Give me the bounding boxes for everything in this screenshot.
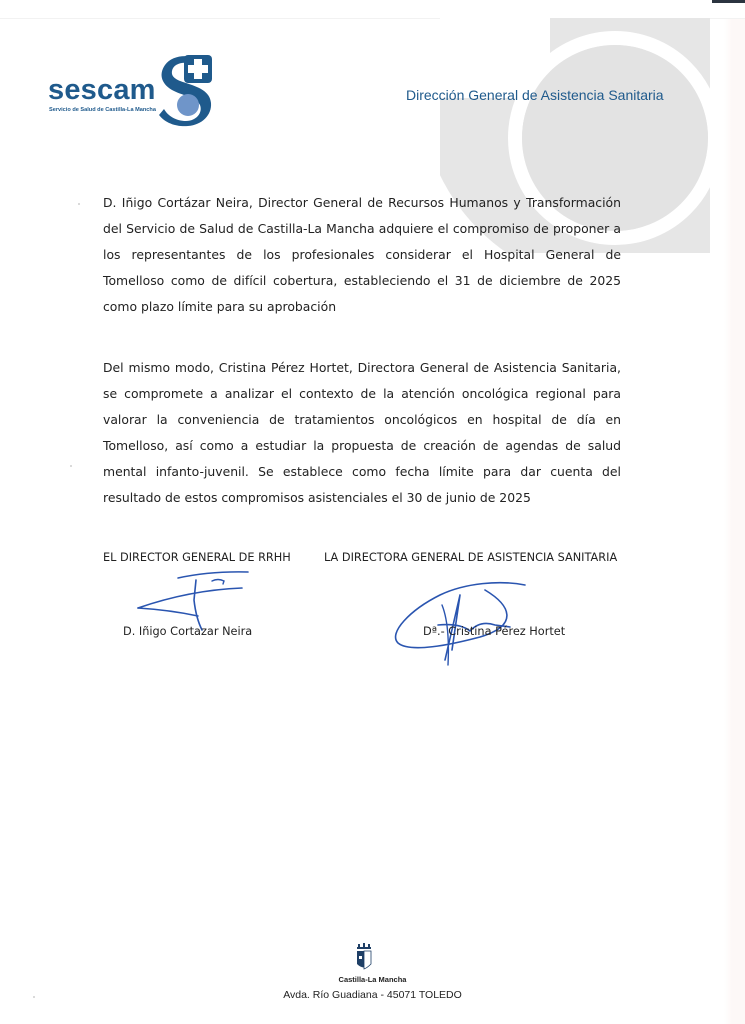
scan-speck	[70, 465, 72, 467]
scan-top-edge	[0, 0, 745, 19]
scan-speck	[33, 996, 35, 998]
commitment-paragraph-healthcare: Del mismo modo, Cristina Pérez Hortet, Directora General de Asistencia Sanitaria, se compromete a analizar el contexto de la atención oncológica regional para valorar la conveniencia de tratamientos oncológicos en hospital de día en Tomelloso, así como a estudiar la propuesta de creación de agendas de salud mental infanto-juvenil. Se establece como fecha límite para dar cuenta del resultado de estos compromisos asistenciales el 30 de junio de 2025	[103, 360, 621, 505]
footer-region-label: Castilla-La Mancha	[338, 975, 407, 984]
signatory-title-left: EL DIRECTOR GENERAL DE RRHH	[103, 551, 291, 564]
department-title: Dirección General de Asistencia Sanitaria	[406, 87, 664, 103]
scan-speck	[78, 203, 80, 205]
commitment-paragraph-hr: D. Iñigo Cortázar Neira, Director General de Recursos Humanos y Transformación del Servicio de Salud de Castilla-La Mancha adquiere el compromiso de proponer a los representantes de los profesionales considerar el Hospital General de Tomelloso como de difícil cobertura, estableciendo el 31 de diciembre de 2025 como plazo límite para su aprobación	[103, 195, 621, 314]
sescam-s-cross-icon	[158, 53, 214, 127]
logo-subtitle: Servicio de Salud de Castilla-La Mancha	[49, 107, 156, 113]
castilla-la-mancha-emblem-icon	[353, 942, 375, 972]
scan-top-edge-mark	[712, 0, 745, 3]
sescam-logo	[48, 55, 218, 130]
handwritten-signature-right	[390, 565, 535, 675]
signatory-title-right: LA DIRECTORA GENERAL DE ASISTENCIA SANITARIA	[324, 551, 618, 564]
footer-address: Avda. Río Guadiana - 45071 TOLEDO	[283, 989, 462, 1001]
logo-wordmark: sescam	[48, 74, 156, 106]
signatory-name-left: D. Iñigo Cortazar Neira	[123, 625, 253, 638]
signatory-name-right: Dª.- Cristina Pérez Hortet	[423, 625, 566, 638]
